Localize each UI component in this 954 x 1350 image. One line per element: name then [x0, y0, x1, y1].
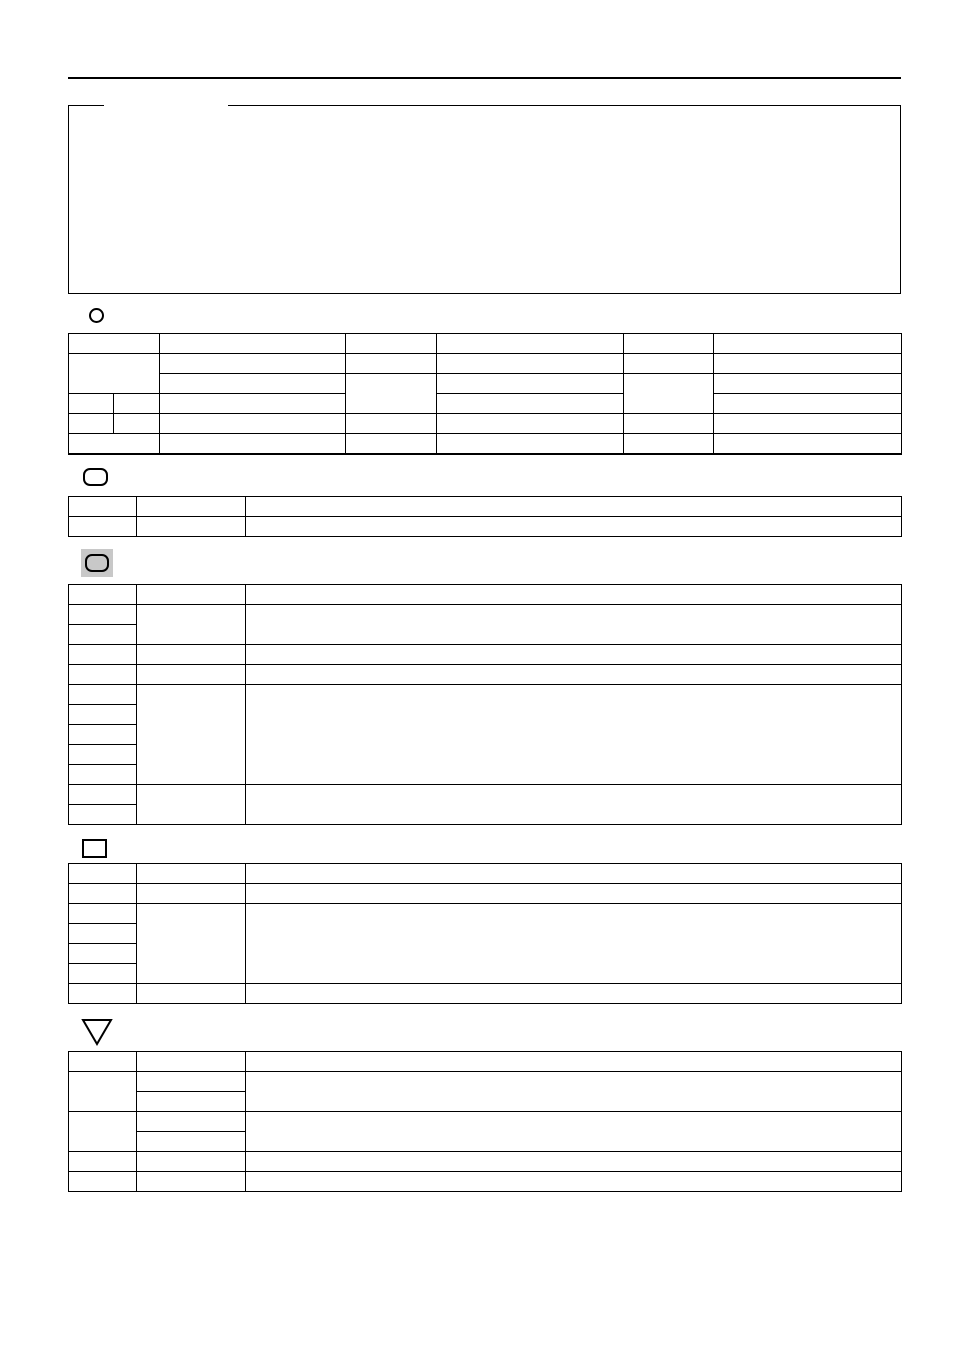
- table-cell: [714, 334, 902, 354]
- table-cell: [246, 864, 902, 884]
- rect-icon: [82, 839, 107, 858]
- table-cell: [160, 414, 346, 434]
- table-cell: [137, 1092, 246, 1112]
- table-cell: [624, 414, 714, 434]
- table-cell: [69, 705, 137, 725]
- table-cell: [137, 497, 246, 517]
- table-cell: [69, 497, 137, 517]
- table-row: [69, 1072, 902, 1092]
- table-row: [69, 497, 902, 517]
- table-cell: [137, 645, 246, 665]
- table-cell: [69, 645, 137, 665]
- table-row: [69, 605, 902, 625]
- table-cell: [69, 1112, 137, 1152]
- table-cell: [69, 517, 137, 537]
- table-cell: [246, 497, 902, 517]
- table-rounded-shaded: [68, 584, 902, 825]
- table-row: [69, 1112, 902, 1132]
- table-cell: [137, 517, 246, 537]
- circle-icon: [89, 308, 104, 323]
- table-cell: [137, 685, 246, 785]
- table-cell: [346, 414, 437, 434]
- notes-box: [68, 105, 901, 294]
- table-row: [69, 434, 902, 455]
- table-cell: [437, 334, 624, 354]
- table-cell: [246, 1072, 902, 1112]
- table-cell: [69, 964, 137, 984]
- table-cell: [69, 805, 137, 825]
- table-cell: [69, 944, 137, 964]
- table-cell: [346, 354, 437, 374]
- table-row: [69, 904, 902, 924]
- table-cell: [69, 745, 137, 765]
- table-cell: [246, 685, 902, 785]
- table-cell: [137, 904, 246, 984]
- table-cell: [246, 1052, 902, 1072]
- table-cell: [160, 434, 346, 455]
- table-cell: [69, 585, 137, 605]
- table-cell: [69, 725, 137, 745]
- table-cell: [246, 904, 902, 984]
- table-row: [69, 517, 902, 537]
- table-cell: [624, 434, 714, 455]
- table-cell: [69, 685, 137, 705]
- table-cell: [246, 605, 902, 645]
- table-row: [69, 884, 902, 904]
- table-cell: [137, 1072, 246, 1092]
- table-cell: [137, 884, 246, 904]
- table-row: [69, 374, 902, 394]
- table-cell: [114, 394, 160, 414]
- table-cell: [69, 394, 114, 414]
- table-cell: [69, 665, 137, 685]
- table-cell: [246, 585, 902, 605]
- triangle-down-icon: [81, 1018, 113, 1046]
- table-cell: [137, 1152, 246, 1172]
- table-cell: [246, 785, 902, 825]
- table-cell: [137, 585, 246, 605]
- table-cell: [114, 414, 160, 434]
- table-cell: [246, 1112, 902, 1152]
- table-cell: [137, 1052, 246, 1072]
- table-row: [69, 665, 902, 685]
- table-cell: [69, 1052, 137, 1072]
- table-cell: [437, 434, 624, 455]
- table-cell: [437, 394, 624, 414]
- table-cell: [246, 665, 902, 685]
- notes-title-gap: [104, 102, 228, 108]
- table-cell: [714, 374, 902, 394]
- table-cell: [714, 434, 902, 455]
- table-cell: [246, 1152, 902, 1172]
- table-cell: [137, 665, 246, 685]
- table-cell: [160, 394, 346, 414]
- table-cell: [69, 625, 137, 645]
- table-circle: [68, 333, 902, 455]
- table-cell: [714, 354, 902, 374]
- table-cell: [160, 354, 346, 374]
- table-row: [69, 1172, 902, 1192]
- table-cell: [69, 334, 160, 354]
- table-cell: [246, 984, 902, 1004]
- table-cell: [346, 334, 437, 354]
- table-row: [69, 984, 902, 1004]
- table-cell: [69, 1172, 137, 1192]
- table-cell: [69, 434, 160, 455]
- table-row: [69, 585, 902, 605]
- table-cell: [624, 334, 714, 354]
- table-cell: [160, 374, 346, 394]
- table-cell: [69, 354, 160, 394]
- table-row: [69, 785, 902, 805]
- table-cell: [714, 414, 902, 434]
- table-cell: [69, 984, 137, 1004]
- table-cell: [137, 1112, 246, 1132]
- rounded-rect-icon: [83, 468, 108, 486]
- table-cell: [346, 434, 437, 455]
- table-cell: [137, 785, 246, 825]
- rounded-rect-shaded-icon: [85, 554, 109, 572]
- table-row: [69, 1152, 902, 1172]
- header-rule: [68, 77, 901, 79]
- table-cell: [624, 354, 714, 374]
- table-rounded: [68, 496, 902, 537]
- table-cell: [137, 984, 246, 1004]
- table-cell: [346, 374, 437, 414]
- table-rect: [68, 863, 902, 1004]
- table-cell: [69, 414, 114, 434]
- table-cell: [160, 334, 346, 354]
- table-row: [69, 354, 902, 374]
- table-row: [69, 394, 902, 414]
- table-row: [69, 414, 902, 434]
- table-row: [69, 645, 902, 665]
- table-cell: [246, 645, 902, 665]
- table-row: [69, 334, 902, 354]
- table-cell: [69, 765, 137, 785]
- table-cell: [137, 864, 246, 884]
- table-cell: [437, 374, 624, 394]
- table-cell: [69, 904, 137, 924]
- table-cell: [137, 1172, 246, 1192]
- table-cell: [69, 924, 137, 944]
- table-cell: [624, 374, 714, 414]
- table-row: [69, 864, 902, 884]
- table-row: [69, 1052, 902, 1072]
- table-cell: [246, 1172, 902, 1192]
- table-cell: [137, 1132, 246, 1152]
- table-cell: [246, 884, 902, 904]
- table-cell: [69, 884, 137, 904]
- table-row: [69, 685, 902, 705]
- table-cell: [69, 605, 137, 625]
- table-cell: [69, 1072, 137, 1112]
- table-cell: [714, 394, 902, 414]
- table-triangle: [68, 1051, 902, 1192]
- table-cell: [69, 1152, 137, 1172]
- table-cell: [69, 785, 137, 805]
- table-cell: [246, 517, 902, 537]
- table-cell: [437, 354, 624, 374]
- table-cell: [437, 414, 624, 434]
- table-cell: [137, 605, 246, 645]
- table-cell: [69, 864, 137, 884]
